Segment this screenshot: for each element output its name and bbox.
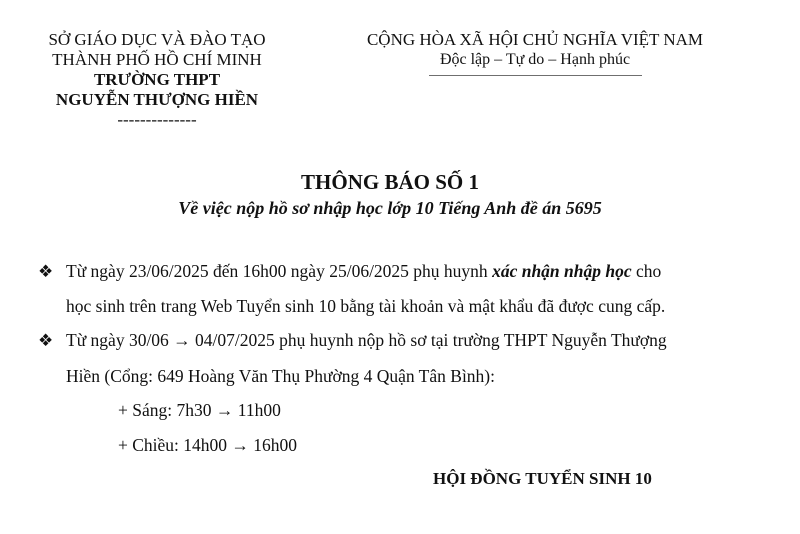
bullet-icon: ❖ <box>38 262 54 281</box>
item-1-line-1 <box>66 260 661 282</box>
issuer-separator: -------------- <box>117 110 197 129</box>
notice-subtitle: Về việc nộp hồ sơ nhập học lớp 10 Tiếng Anh đề án 5695 <box>178 198 602 218</box>
signature-block: HỘI ĐỒNG TUYỂN SINH 10 <box>433 469 652 488</box>
afternoon-hours: + Chiều: 14h00 → 16h00 <box>118 435 298 455</box>
national-motto: Độc lập – Tự do – Hạnh phúc <box>439 51 631 68</box>
department-name: SỞ GIÁO DỤC VÀ ĐÀO TẠO <box>48 30 266 49</box>
bullet-icon: ❖ <box>38 331 54 350</box>
item-1-emphasis: xác nhận nhập học <box>492 261 632 281</box>
motto-underline <box>429 75 642 76</box>
city-name: THÀNH PHỐ HỒ CHÍ MINH <box>52 50 262 69</box>
notice-title: THÔNG BÁO SỐ 1 <box>301 170 479 194</box>
issuer-block <box>22 30 292 130</box>
school-name: NGUYỄN THƯỢNG HIỀN <box>55 90 259 109</box>
national-header <box>345 30 725 76</box>
item-1-text-before: Từ ngày 23/06/2025 đến 16h00 ngày 25/06/2025 phụ huynh <box>66 261 493 281</box>
nation-name: CỘNG HÒA XÃ HỘI CHỦ NGHĨA VIỆT NAM <box>366 30 704 49</box>
item-2-line-2: Hiền (Cổng: 649 Hoàng Văn Thụ Phường 4 Quận Tân Bình): <box>66 366 495 386</box>
item-2-line-1: Từ ngày 30/06 → 04/07/2025 phụ huynh nộp hồ sơ tại trường THPT Nguyễn Thượng <box>66 330 667 350</box>
school-type: TRƯỜNG THPT <box>93 70 221 89</box>
item-1-text-after: cho <box>631 261 662 281</box>
morning-hours: + Sáng: 7h30 → 11h00 <box>118 400 281 420</box>
item-1-line-2: học sinh trên trang Web Tuyển sinh 10 bằng tài khoản và mật khẩu đã được cung cấp. <box>66 296 666 316</box>
